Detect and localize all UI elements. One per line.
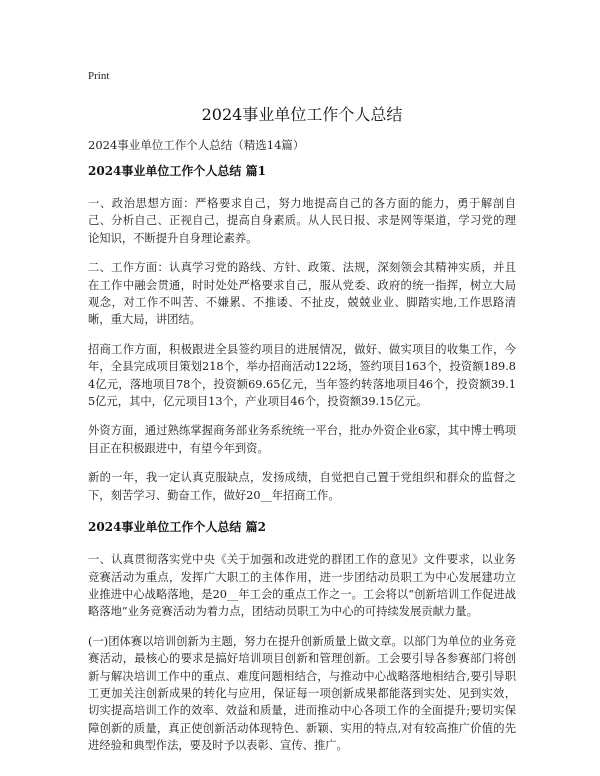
section-1-paragraph-5: 新的一年，我一定认真克服缺点，发扬成绩，自觉把自己置于党组织和群众的监督之下，刻苦学习、勤奋工作，做好20__年招商工作。 xyxy=(88,471,516,502)
section-1-paragraph-1: 一、政治思想方面：严格要求自己，努力地提高自己的各方面的能力，勇于解剖自己、分析自己、正视自己，提高自身素质。从人民日报、求是网等渠道，学习党的理论知识，不断提升自身理论素养。 xyxy=(88,197,516,245)
section-1-paragraph-2: 二、工作方面：认真学习党的路线、方针、政策、法规，深刻领会其精神实质，并且在工作中融会贯通，时时处处严格要求自己，服从党委、政府的统一指挥，树立大局观念，对工作不叫苦、不嫌累、不推诿、不扯皮，兢兢业业、脚踏实地,工作思路清晰，重大局，讲团结。 xyxy=(88,261,516,327)
document-title: 2024事业单位工作个人总结 xyxy=(201,105,403,124)
section-heading-1: 2024事业单位工作个人总结 篇1 xyxy=(88,164,266,178)
document-subtitle: 2024事业单位工作个人总结（精选14篇） xyxy=(88,138,305,152)
section-1-paragraph-3: 招商工作方面，积极跟进全县签约项目的进展情况，做好、做实项目的收集工作，今年，全县完成项目策划218个，举办招商活动122场，签约项目163个，投资额189.84亿元，落地项目78个，投资额69.65亿元，当年签约转落地项目46个，投资额39.15亿元，其中，亿元项目13个，产业项目46个，投资额39.15亿元。 xyxy=(88,342,516,409)
document-body xyxy=(88,163,516,767)
section-heading-2: 2024事业单位工作个人总结 篇2 xyxy=(88,520,266,535)
section-2-paragraph-1: 一、认真贯彻落实党中央《关于加强和改进党的群团工作的意见》文件要求，以业务竞赛活动为重点，发挥广大职工的主体作用，进一步团结动员职工为中心发展建功立业推进中心战略落地，是20__年工会的重点工作之一。工会将以“创新培训工作促进战略落地”业务竞赛活动为着力点，团结动员职工为中心的可持续发展贡献力量。 xyxy=(88,553,516,619)
section-2-paragraph-2: (一)团体赛以培训创新为主题，努力在提升创新质量上做文章。以部门为单位的业务竞赛活动，最核心的要求是搞好培训项目创新和管理创新。工会要引导各参赛部门将创新与解决培训工作中的重点、难度问题相结合，与推动中心战略落地相结合,要引导职工更加关注创新成果的转化与应用，保证每一项创新成果都能落到实处、见到实效，切实提高培训工作的效率、效益和质量，进而推动中心各项工作的全面提升;要切实保障创新的质量，真正使创新活动体现特色、新颖、实用的特点,对有较高推广价值的先进经验和典型作法，要及时予以表彰、宣传、推广。 xyxy=(88,634,516,753)
section-1-paragraph-4: 外资方面，通过熟练掌握商务部业务系统统一平台，批办外资企业6家，其中博士鸭项目正在积极跟进中，有望今年到资。 xyxy=(88,424,516,455)
print-label[interactable]: Print xyxy=(88,70,110,82)
